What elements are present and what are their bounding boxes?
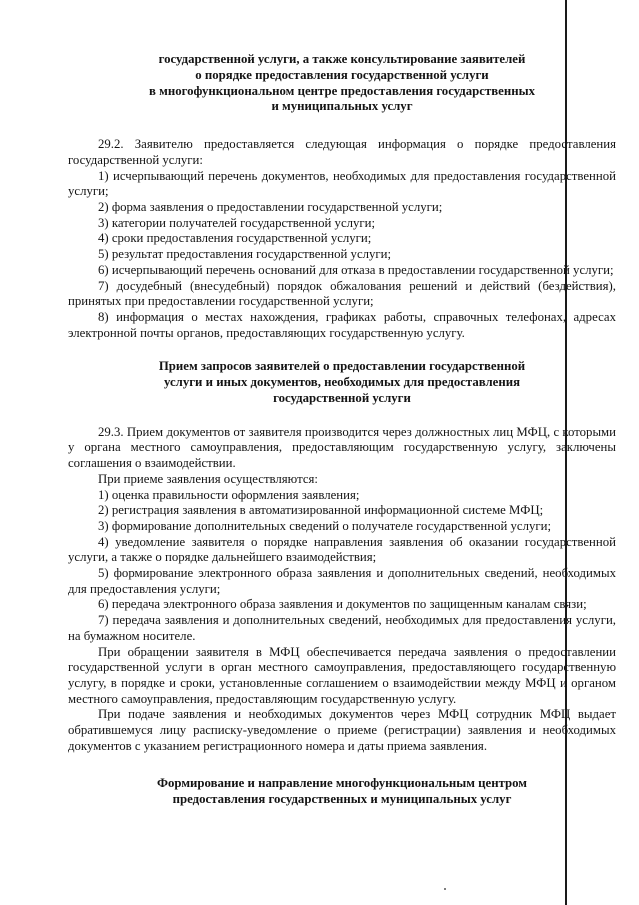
- info-list-item: 4) сроки предоставления государственной услуги;: [98, 231, 372, 246]
- heading-request-intake: [68, 359, 616, 406]
- heading-line: Прием запросов заявителей о предоставлении государственной: [158, 359, 526, 374]
- intake-list-item: 4) уведомление заявителя о порядке направления заявления об оказании государственной услуги, а также о порядке дальнейшего взаимодействия;: [68, 534, 616, 565]
- info-list-item: 6) исчерпывающий перечень оснований для отказа в предоставлении государственной услуги;: [98, 262, 614, 277]
- heading-line: о порядке предоставления государственной услуги: [195, 67, 489, 82]
- document-page: [68, 52, 616, 808]
- info-list-item: 5) результат предоставления государственной услуги;: [98, 247, 392, 262]
- heading-line: государственной услуги: [273, 390, 411, 405]
- info-list-item: 1) исчерпывающий перечень документов, необходимых для предоставления государственной услуги;: [68, 168, 616, 199]
- transfer-paragraph: При обращении заявителя в МФЦ обеспечивается передача заявления о предоставлении государственной услуги в орган местного самоуправления, предоставляющего государственную услугу, в порядке и сроки, установленные соглашением о взаимодействии между МФЦ и органом местного самоуправления, предоставляющим государственную услугу.: [68, 644, 616, 706]
- intake-list-item: 3) формирование дополнительных сведений о получателе государственной услуги;: [98, 518, 552, 533]
- heading-consultation: [68, 52, 616, 115]
- heading-line: в многофункциональном центре предоставления государственных: [149, 83, 535, 98]
- info-list-item: 8) информация о местах нахождения, графиках работы, справочных телефонах, адресах электронной почты органов, предоставляющих государственную услугу.: [68, 309, 616, 340]
- heading-line: услуги и иных документов, необходимых для предоставления: [163, 375, 521, 390]
- intake-list-item: 7) передача заявления и дополнительных сведений, необходимых для предоставления услуги, на бумажном носителе.: [68, 613, 616, 643]
- heading-line: Формирование и направление многофункциональным центром: [157, 776, 527, 791]
- heading-mfc-formation: [68, 776, 616, 808]
- info-list-item: 2) форма заявления о предоставлении государственной услуги;: [98, 200, 443, 214]
- section-29-3-intro: 29.3. Прием документов от заявителя производится через должностных лиц МФЦ, с которыми у органа местного самоуправления, предоставляющим государственную услугу, заключены соглашения о взаимодействии.: [68, 424, 616, 471]
- receipt-paragraph: При подаче заявления и необходимых документов через МФЦ сотрудник МФЦ выдает обратившемуся лицу расписку-уведомление о приеме (регистрации) заявления и необходимых документов с указанием регистрационного номера и даты приема заявления.: [68, 707, 616, 753]
- heading-line: предоставления государственных и муниципальных услуг: [172, 792, 512, 807]
- intake-list-item: 6) передача электронного образа заявления и документов по защищенным каналам связи;: [98, 597, 587, 612]
- intake-list-item: 5) формирование электронного образа заявления и дополнительных сведений, необходимых для предоставления услуги;: [68, 566, 616, 596]
- scan-speck: [444, 888, 446, 890]
- intake-lead: При приеме заявления осуществляются:: [98, 471, 318, 486]
- info-list-item: 3) категории получателей государственной услуги;: [98, 215, 376, 230]
- section-29-2-intro: 29.2. Заявителю предоставляется следующая информация о порядке предоставления государственной услуги:: [68, 137, 616, 167]
- intake-list-item: 1) оценка правильности оформления заявления;: [98, 487, 360, 502]
- heading-line: государственной услуги, а также консультирование заявителей: [158, 52, 526, 66]
- heading-line: и муниципальных услуг: [271, 99, 413, 114]
- info-list-item: 7) досудебный (внесудебный) порядок обжалования решений и действий (бездействия), принятых при предоставлении государственной услуги;: [68, 278, 616, 309]
- intake-list-item: 2) регистрация заявления в автоматизированной информационной системе МФЦ;: [98, 503, 544, 518]
